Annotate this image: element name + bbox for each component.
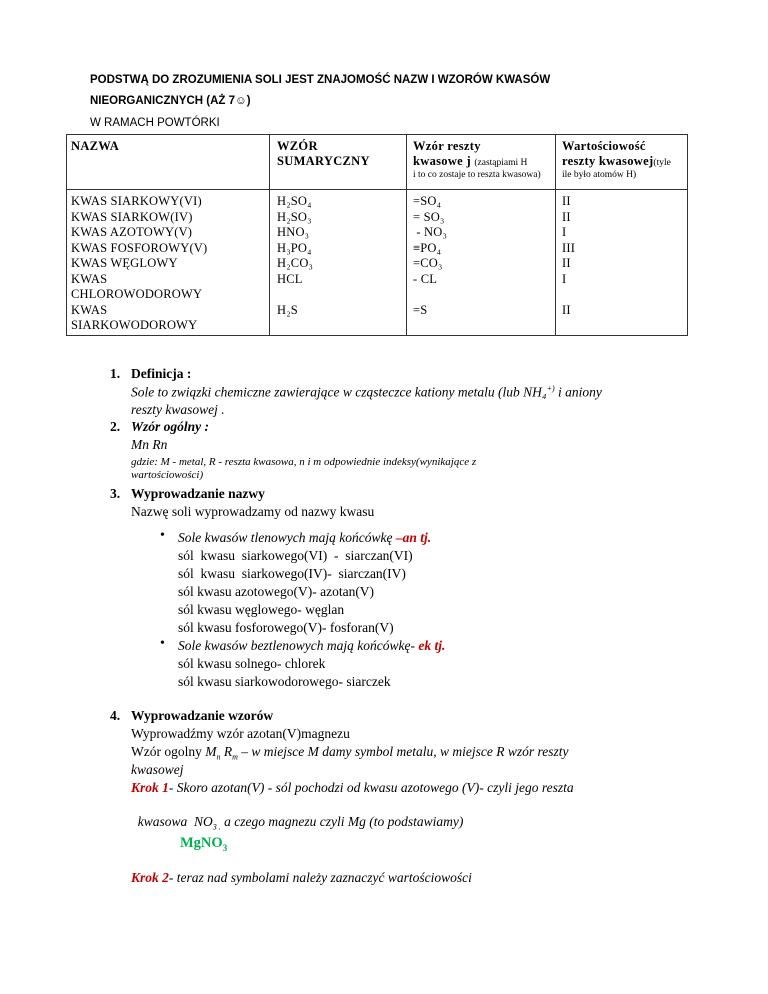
row-valence: I bbox=[562, 271, 567, 286]
row-name: CHLOROWODOROWY bbox=[71, 287, 203, 301]
row-name: KWAS bbox=[71, 302, 108, 317]
row-residue: =S bbox=[413, 302, 428, 317]
row-name: KWAS FOSFOROWY(V) bbox=[71, 240, 208, 255]
definition-text bbox=[131, 384, 602, 401]
row-formula: H₂SO₄ bbox=[277, 194, 312, 208]
step1-residue: kwasowa NO bbox=[137, 814, 213, 829]
non-oxy-acids-rule bbox=[178, 638, 445, 654]
section-number: 4. bbox=[110, 708, 121, 723]
step2-label: Krok 2 bbox=[131, 870, 169, 885]
row-residue: =CO₃ bbox=[413, 256, 443, 270]
symbol-m: M bbox=[205, 744, 217, 759]
header-valence-line2 bbox=[562, 154, 671, 171]
header-valence-label: reszty kwasowej bbox=[562, 154, 654, 168]
salt-example: sól kwasu węglowego- węglan bbox=[178, 602, 345, 617]
row-name: SIARKOWODOROWY bbox=[71, 318, 198, 332]
row-residue: - NO₃ bbox=[413, 225, 448, 239]
page-title: PODSTWĄ DO ZROZUMIENIA SOLI JEST ZNAJOMOŚĆ NAZW I WZORÓW KWASÓW NIEORGANICZNYCH (AŻ 7☺) bbox=[90, 74, 551, 107]
row-residue: - CL bbox=[413, 271, 438, 286]
naming-intro: Nazwę soli wyprowadzamy od nazwy kwasu bbox=[131, 504, 375, 519]
oxy-acids-ending: –an tj. bbox=[395, 530, 432, 545]
row-formula: HNO₃ bbox=[277, 225, 310, 239]
row-valence: I bbox=[562, 225, 567, 239]
oxy-acids-rule-text: Sole kwasów tlenowych mają końcówkę bbox=[178, 530, 396, 545]
header-residue-label: kwasowe j bbox=[413, 154, 471, 168]
header-name: NAZWA bbox=[71, 139, 120, 153]
subtitle: W RAMACH POWTÓRKI bbox=[90, 117, 220, 129]
mg-formula-main: MgNO bbox=[180, 835, 223, 851]
general-formula-heading: Wzór ogólny : bbox=[131, 419, 210, 434]
mg-formula bbox=[180, 835, 227, 853]
header-formula-line2: SUMARYCZNY bbox=[277, 154, 370, 168]
header-residue-line1: Wzór reszty bbox=[413, 139, 481, 153]
salt-example: sól kwasu solnego- chlorek bbox=[178, 656, 326, 671]
header-valence-note: ile było atomów H) bbox=[562, 170, 637, 180]
definition-heading: Definicja : bbox=[131, 366, 192, 381]
header-valence-line1: Wartościowość bbox=[562, 139, 646, 153]
row-formula: H₃PO₄ bbox=[277, 240, 312, 255]
salt-example: sól kwasu siarkowodorowego- siarczek bbox=[178, 674, 391, 689]
row-valence: II bbox=[562, 209, 571, 224]
header-residue-note-inline: (zastąpiami H bbox=[474, 158, 528, 168]
row-name: KWAS WĘGLOWY bbox=[71, 256, 178, 270]
row-valence: II bbox=[562, 256, 571, 270]
row-formula: H₂CO₃ bbox=[277, 256, 314, 270]
row-name: KWAS bbox=[71, 271, 108, 286]
section-number: 3. bbox=[110, 486, 121, 501]
header-formula-line1: WZÓR bbox=[277, 139, 318, 153]
formulas-heading: Wyprowadzanie wzorów bbox=[131, 708, 274, 723]
salt-example: sól kwasu siarkowego(VI) - siarczan(VI) bbox=[178, 548, 413, 563]
general-formula-note-line2: wartościowości) bbox=[131, 469, 204, 481]
row-name: KWAS SIARKOWY(VI) bbox=[71, 194, 202, 208]
header-residue-line2 bbox=[413, 154, 527, 171]
row-valence: III bbox=[562, 240, 576, 255]
row-valence: II bbox=[562, 302, 571, 317]
index-m: m bbox=[232, 752, 238, 762]
general-formula-explanation-line2: kwasowej bbox=[131, 762, 184, 777]
step1-text-end: a czego magnezu czyli Mg (to podstawiamy) bbox=[220, 814, 464, 829]
step1-residue-index: 3 . bbox=[212, 822, 221, 832]
row-formula: H₂S bbox=[277, 302, 298, 317]
row-name: KWAS AZOTOWY(V) bbox=[71, 225, 193, 239]
general-formula-note: gdzie: M - metal, R - reszta kwasowa, n i m odpowiednie indeksy(wynikające z bbox=[131, 456, 477, 468]
row-name: KWAS SIARKOW(IV) bbox=[71, 209, 193, 224]
bullet: • bbox=[160, 528, 165, 543]
step2-text: - teraz nad symbolami należy zaznaczyć wartościowości bbox=[168, 870, 472, 885]
index-n: n bbox=[216, 752, 221, 762]
non-oxy-acids-ending: ek tj. bbox=[418, 638, 446, 653]
acids-table bbox=[66, 134, 688, 336]
step1-text: - Skoro azotan(V) - sól pochodzi od kwasu azotowego (V)- czyli jego reszta bbox=[168, 780, 574, 795]
naming-heading: Wyprowadzanie nazwy bbox=[131, 486, 265, 501]
section-number: 1. bbox=[110, 366, 121, 381]
definition-text-main: Sole to związki chemiczne zawierające w cząsteczce kationy metalu (lub NH₄ bbox=[131, 384, 547, 400]
general-formula: Mn Rn bbox=[131, 437, 168, 452]
formulas-intro: Wyprowadźmy wzór azotan(V)magnezu bbox=[131, 726, 350, 741]
header-residue-note: i to co zostaje to reszta kwasowa) bbox=[413, 170, 541, 180]
row-valence: II bbox=[562, 194, 571, 208]
header-valence-note-inline: (tyle bbox=[653, 158, 671, 168]
symbol-r: R bbox=[223, 744, 233, 759]
row-residue: = SO₃ bbox=[413, 209, 445, 224]
step2-line bbox=[131, 870, 472, 886]
non-oxy-acids-rule-text: Sole kwasów beztlenowych mają końcówkę- bbox=[178, 638, 419, 653]
definition-superscript: +) bbox=[546, 384, 555, 393]
section-number: 2. bbox=[110, 419, 121, 434]
step1-line2 bbox=[131, 798, 463, 832]
step1-label: Krok 1 bbox=[131, 780, 169, 795]
salt-example: sól kwasu siarkowego(IV)- siarczan(IV) bbox=[178, 566, 406, 581]
general-formula-explanation: – w miejsce M damy symbol metalu, w miejsce R wzór reszty bbox=[237, 744, 569, 759]
salt-example: sól kwasu azotowego(V)- azotan(V) bbox=[178, 584, 375, 599]
step1-line bbox=[131, 780, 574, 796]
general-formula-line bbox=[131, 744, 568, 762]
bullet: • bbox=[160, 636, 165, 651]
mg-formula-index: 3 bbox=[222, 842, 228, 853]
row-residue: ≡PO₄ bbox=[413, 240, 442, 255]
definition-text-end: i aniony bbox=[558, 384, 602, 400]
row-formula: H₂SO₃ bbox=[277, 209, 312, 224]
definition-text-line2: reszty kwasowej . bbox=[131, 402, 225, 417]
oxy-acids-rule bbox=[178, 530, 431, 546]
row-formula: HCL bbox=[277, 271, 303, 286]
general-formula-lead: Wzór ogolny bbox=[131, 744, 206, 759]
salt-example: sól kwasu fosforowego(V)- fosforan(V) bbox=[178, 620, 394, 635]
row-residue: =SO₄ bbox=[413, 194, 442, 208]
